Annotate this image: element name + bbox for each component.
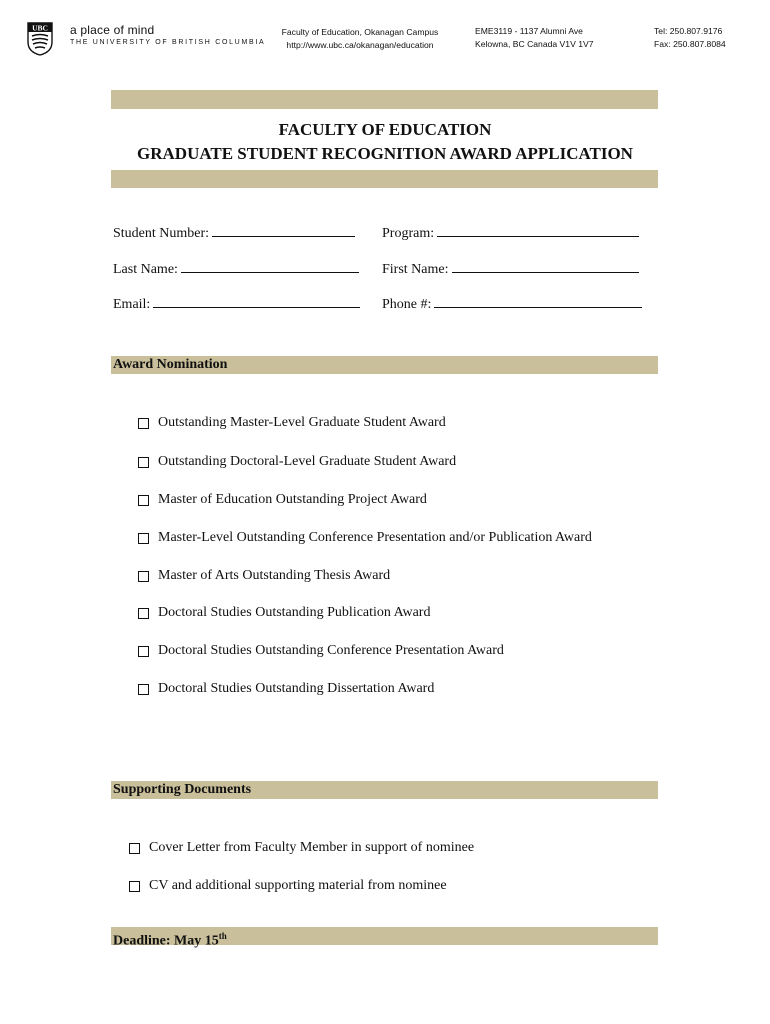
program-line[interactable] — [437, 224, 639, 237]
award-nomination-heading: Award Nomination — [111, 356, 658, 374]
address-line-2: Kelowna, BC Canada V1V 1V7 — [475, 39, 594, 49]
checkbox[interactable] — [138, 457, 149, 468]
student-number-line[interactable] — [212, 224, 355, 237]
checkbox[interactable] — [138, 608, 149, 619]
address-block — [475, 25, 593, 51]
document-option[interactable] — [129, 840, 474, 856]
first-name-label: First Name: — [382, 262, 449, 277]
award-option[interactable] — [138, 530, 592, 546]
award-option-label: Master-Level Outstanding Conference Presentation and/or Publication Award — [158, 530, 592, 545]
last-name-field[interactable] — [113, 260, 359, 278]
award-option-label: Doctoral Studies Outstanding Dissertation Award — [158, 681, 435, 696]
email-label: Email: — [113, 297, 151, 312]
checkbox[interactable] — [138, 571, 149, 582]
campus-block — [272, 26, 448, 52]
checkbox[interactable] — [129, 881, 140, 892]
award-option[interactable] — [138, 492, 427, 508]
award-option-label: Outstanding Master-Level Graduate Student Award — [158, 415, 446, 430]
checkbox[interactable] — [138, 533, 149, 544]
checkbox[interactable] — [138, 418, 149, 429]
title-bar-top — [111, 90, 658, 109]
email-line[interactable] — [153, 295, 360, 308]
checkbox[interactable] — [129, 843, 140, 854]
checkbox[interactable] — [138, 646, 149, 657]
deadline-suffix: th — [218, 931, 227, 941]
email-field[interactable] — [113, 295, 360, 313]
supporting-documents-heading: Supporting Documents — [111, 781, 658, 799]
phone-label: Phone #: — [382, 297, 432, 312]
award-option[interactable] — [138, 568, 390, 584]
award-option[interactable] — [138, 605, 430, 621]
svg-text:UBC: UBC — [32, 23, 48, 33]
document-option-label: Cover Letter from Faculty Member in support of nominee — [149, 840, 475, 855]
university-name: THE UNIVERSITY OF BRITISH COLUMBIA — [70, 39, 266, 46]
deadline-bar — [111, 927, 658, 949]
program-label: Program: — [382, 226, 435, 241]
award-option-label: Master of Arts Outstanding Thesis Award — [158, 568, 391, 583]
first-name-field[interactable] — [382, 260, 639, 278]
tagline: a place of mind — [70, 23, 155, 37]
award-option[interactable] — [138, 643, 504, 659]
contact-block — [654, 25, 726, 51]
program-field[interactable] — [382, 224, 639, 242]
checkbox[interactable] — [138, 495, 149, 506]
award-option-label: Master of Education Outstanding Project Award — [158, 492, 427, 507]
document-option-label: CV and additional supporting material from nominee — [149, 878, 447, 893]
last-name-label: Last Name: — [113, 262, 178, 277]
phone-line[interactable] — [434, 295, 642, 308]
address-line-1: EME3119 - 1137 Alumni Ave — [475, 26, 583, 36]
deadline-label: Deadline: May 15 — [113, 933, 219, 949]
award-option[interactable] — [138, 415, 446, 431]
student-number-field[interactable] — [113, 224, 355, 242]
student-number-label: Student Number: — [113, 226, 210, 241]
award-option-label: Doctoral Studies Outstanding Publication Award — [158, 605, 431, 620]
phone-field[interactable] — [382, 295, 642, 313]
last-name-line[interactable] — [181, 260, 359, 273]
campus-name: Faculty of Education, Okanagan Campus — [281, 27, 439, 37]
title-line-2: GRADUATE STUDENT RECOGNITION AWARD APPLICATION — [137, 144, 633, 163]
document-option[interactable] — [129, 878, 447, 894]
title-bar-bottom — [111, 170, 658, 188]
award-option[interactable] — [138, 681, 434, 697]
first-name-line[interactable] — [452, 260, 639, 273]
checkbox[interactable] — [138, 684, 149, 695]
ubc-crest-logo — [27, 22, 53, 56]
campus-url[interactable]: http://www.ubc.ca/okanagan/education — [286, 40, 434, 50]
title-line-1: FACULTY OF EDUCATION — [278, 120, 492, 139]
award-option-label: Doctoral Studies Outstanding Conference Presentation Award — [158, 643, 504, 658]
award-option-label: Outstanding Doctoral-Level Graduate Student Award — [158, 454, 457, 469]
fax: Fax: 250.807.8084 — [654, 39, 726, 49]
award-option[interactable] — [138, 454, 456, 470]
tel: Tel: 250.807.9176 — [654, 26, 723, 36]
